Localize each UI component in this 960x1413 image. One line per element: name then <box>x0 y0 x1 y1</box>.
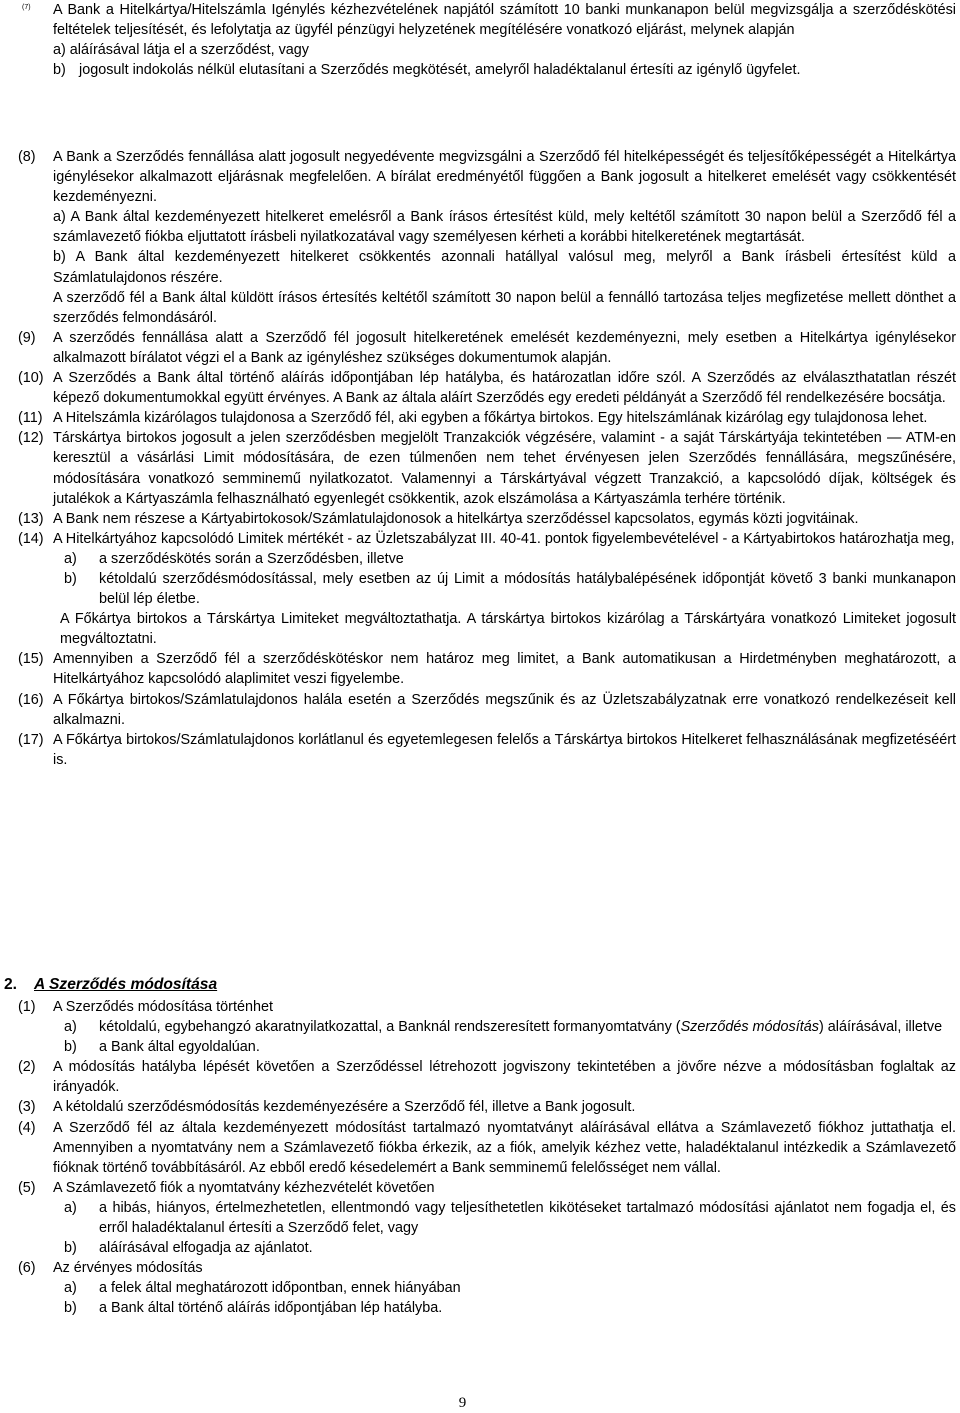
item-number: (16) <box>18 691 44 708</box>
sub-label: a) <box>64 1019 77 1036</box>
heading-number: 2. <box>4 976 18 993</box>
heading-text: A Szerződés módosítása <box>34 976 218 993</box>
item-14 <box>0 529 956 549</box>
item-number: (4) <box>18 1119 36 1136</box>
sub-label: b) <box>53 62 66 79</box>
item-14-sub-b <box>0 569 956 609</box>
sub-text: a szerződéskötés során a Szerződésben, illetve <box>99 550 404 567</box>
sub-text: kétoldalú, egybehangzó akaratnyilatkozattal, a Banknál rendszeresített formanyomtatvány ( <box>99 1019 681 1036</box>
item-17 <box>0 730 956 770</box>
sub-text: a felek által meghatározott időpontban, ennek hiányában <box>99 1280 461 1297</box>
s2-item-4 <box>0 1118 956 1178</box>
item-text: A Szerződés a Bank által történő aláírás időpontjában lép hatályba, és határozatlan időre szól. A Szerződés az elválaszthatatlan részét képező dokumentumokkal együtt érvényes. A Bank az általa aláírt Szerződés egy eredeti példányát a Szerződő fél rendelkezésére bocsátja. <box>53 370 956 407</box>
item-number: (3) <box>18 1099 36 1116</box>
item-8-para-c <box>0 288 956 328</box>
item-number: (12) <box>18 430 44 447</box>
s2-item-5-sub-a <box>0 1198 956 1238</box>
paragraph <box>0 0 956 40</box>
item-14-tail <box>0 609 956 649</box>
item-8-para-a <box>0 207 956 247</box>
item-16 <box>0 690 956 730</box>
item-number: (15) <box>18 651 44 668</box>
item-12 <box>0 428 956 508</box>
item-7 <box>0 0 956 80</box>
sub-item-a <box>0 40 956 60</box>
sub-text: a Bank által egyoldalúan. <box>99 1039 260 1056</box>
s2-item-5-sub-b <box>0 1238 956 1258</box>
sub-text: ) aláírásával, illetve <box>818 1019 943 1036</box>
item-text: Társkártya birtokos jogosult a jelen szerződésben megjelölt Tranzakciók végzésére, valamint - a saját Társkártyája tekintetében — ATM-en keresztül a vásárlási Limit módosítására, de ezen túlmenően nem tehet érvényesen jelen Szerződés fennállására, megszűnésére, módosítására vonatkozó semminemű nyilatkozatot. Valamennyi a Társkártyával végzett Tranzakció, a kapcsolódó díjak, költségek és jutalékok a Kártyaszámla felhasználható egyenlegét csökkentik, azok elszámolása a Kártyaszámla terhére történik. <box>53 430 956 507</box>
sub-label: a) <box>64 1199 77 1216</box>
item-number: (11) <box>18 410 43 427</box>
item-13 <box>0 509 956 529</box>
sub-label: a) <box>64 1280 77 1297</box>
item-text: A Bank nem részese a Kártyabirtokosok/Számlatulajdonosok a hitelkártya szerződéssel kapcsolatos, egymás közti jogvitáinak. <box>53 510 859 527</box>
item-text: A Szerződő fél az általa kezdeményezett módosítást tartalmazó nyomtatványt aláírásával ellátva a Számlavezető fiókhoz juttathatja el. Amennyiben a nyomtatvány nem a Számlavezető fiókba érkezik, az a fiók, amelyik kézhez vette, haladéktalanul intézkedik a Számlavezető fióknak történő továbbításáról. Az ebből eredő késedelemért a Bank semminemű felelősséget nem vállal. <box>53 1119 956 1176</box>
item-number: (14) <box>18 530 44 547</box>
sub-label: a) <box>64 550 77 567</box>
item-11 <box>0 408 956 428</box>
s2-item-6 <box>0 1258 956 1278</box>
s2-item-1-sub-a <box>0 1017 956 1037</box>
para-text: A szerződő fél a Bank által küldött írásos értesítés keltétől számított 30 napon belül a fennálló tartozása teljes megfizetése mellett dönthet a szerződés felmondásáról. <box>53 289 956 326</box>
para-text: a) A Bank által kezdeményezett hitelkeret emelésről a Bank írásos értesítést küld, mely keltétől számított 30 napon belül a Szerződő fél a számlavezető fiókba eljuttatott írásbeli nyilatkozatával vagy személyesen kérheti a korábbi hitelkeretének megtartását. <box>53 209 956 246</box>
item-text: A Hitelkártyához kapcsolódó Limitek mértékét - az Üzletszabályzat III. 40-41. pontok figyelembevételével - a Kártyabirtokos határozhatja meg, <box>53 530 955 547</box>
section-2-heading <box>4 975 217 995</box>
sub-label: b) <box>64 1039 77 1056</box>
item-text: Az érvényes módosítás <box>53 1260 203 1277</box>
item-number: (17) <box>18 731 44 748</box>
item-9 <box>0 328 956 368</box>
item-text: A szerződés fennállása alatt a Szerződő fél jogosult hitelkeretének emelését kezdeményezni, mely esetben a Hitelkártya igénylésekor alkalmazott bírálatot végzi el a Bank az igényléshez szükséges dokumentumok alapján. <box>53 329 956 366</box>
sub-item-b <box>0 60 956 80</box>
sub-text: jogosult indokolás nélkül elutasítani a Szerződés megkötését, amelyről haladéktalanul értesíti az igénylő ügyfelet. <box>79 62 801 79</box>
sub-text: aláírásával elfogadja az ajánlatot. <box>99 1240 313 1257</box>
item-text: A Bank a Szerződés fennállása alatt jogosult negyedévente megvizsgálni a Szerződő fél hitelképességét és teljesítőképességét a Hitelkártya igénylésekor alkalmazott eljárásnak megfelelően. A bírálat eredményétől függően a Bank jogosult a hitelkeret emelését vagy csökkentését kezdeményezni. <box>53 149 956 206</box>
item-number: (8) <box>18 149 36 165</box>
s2-item-6-sub-a <box>0 1278 956 1298</box>
s2-item-2 <box>0 1057 956 1097</box>
item-text: A Számlavezető fiók a nyomtatvány kézhezvételét követően <box>53 1179 435 1196</box>
page-number: 9 <box>458 1395 467 1411</box>
s2-item-1 <box>0 997 956 1017</box>
s2-item-6-sub-b <box>0 1298 956 1318</box>
item-number: (13) <box>18 510 44 527</box>
item-15 <box>0 649 956 689</box>
sub-label: b) <box>64 570 77 587</box>
item-14-sub-a <box>0 549 956 569</box>
item-number: (1) <box>18 999 36 1015</box>
item-number: (10) <box>18 370 44 387</box>
para-text: A Főkártya birtokos a Társkártya Limiteket megváltoztathatja. A társkártya birtokos kizárólag a Társkártyára vonatkozó Limiteket jogosult megváltoztatni. <box>60 611 956 648</box>
sub-text: a) aláírásával látja el a szerződést, vagy <box>53 42 309 59</box>
item-number: (7) <box>22 4 31 11</box>
item-10 <box>0 368 956 408</box>
s2-item-3 <box>0 1097 956 1117</box>
s2-item-5 <box>0 1178 956 1198</box>
s2-item-1-sub-b <box>0 1037 956 1057</box>
sub-label: b) <box>64 1300 77 1317</box>
sub-text-italic: Szerződés módosítás <box>680 1019 819 1036</box>
sub-text: kétoldalú szerződésmódosítással, mely esetben az új Limit a módosítás hatálybalépésének időpontját követő 3 banki munkanapon belül lép életbe. <box>99 570 956 608</box>
item-number: (2) <box>18 1059 36 1076</box>
item-text: A Főkártya birtokos/Számlatulajdonos korlátlanul és egyetemlegesen felelős a Társkártya birtokos Hitelkeret felhasználásának megfizetéséért is. <box>53 731 956 768</box>
item-text: A Hitelszámla kizárólagos tulajdonosa a Szerződő fél, aki egyben a főkártya birtokos. Egy hitelszámlának kizárólag egy tulajdonosa lehet. <box>53 410 928 427</box>
item-number: (5) <box>18 1179 36 1196</box>
section-1-list <box>0 147 956 770</box>
section-2-list <box>0 997 956 1319</box>
sub-text: a hibás, hiányos, értelmezhetetlen, ellentmondó vagy teljesíthetetlen kikötéseket tartalmazó módosítási ajánlatot nem fogadja el, és erről haladéktalanul értesíti a Szerződő felet, vagy <box>99 1199 956 1237</box>
item-text: A módosítás hatályba lépését követően a Szerződéssel létrehozott jogviszony tekintetében a jövőre nézve a módosításban foglaltak az irányadók. <box>53 1059 956 1096</box>
item-text: Amennyiben a Szerződő fél a szerződéskötéskor nem határoz meg limitet, a Bank automatikusan a Hirdetményben meghatározott, a Hitelkártyához kapcsolódó alaplimitet veszi figyelembe. <box>53 651 956 688</box>
sub-label: b) <box>64 1240 77 1257</box>
item-number: (9) <box>18 329 36 346</box>
item-text: A kétoldalú szerződésmódosítás kezdeményezésére a Szerződő fél, illetve a Bank jogosult. <box>53 1099 636 1116</box>
sub-text: a Bank által történő aláírás időpontjában lép hatályba. <box>99 1300 443 1317</box>
item-8 <box>0 147 956 207</box>
item-text: A Főkártya birtokos/Számlatulajdonos halála esetén a Szerződés megszűnik és az Üzletszabályzatnak erre vonatkozó rendelkezéseit kell alkalmazni. <box>53 691 956 728</box>
item-text: A Szerződés módosítása történhet <box>53 999 273 1015</box>
item-number: (6) <box>18 1260 36 1277</box>
item-text: A Bank a Hitelkártya/Hitelszámla Igénylés kézhezvételének napjától számított 10 banki munkanapon belül megvizsgálja a szerződéskötési feltételek teljesítését, és lefolytatja az ügyfél pénzügyi helyzetének megítélésére vonatkozó eljárást, melynek alapján <box>53 2 956 39</box>
para-text: b) A Bank által kezdeményezett hitelkeret csökkentés azonnali hatállyal valósul meg, melyről a Bank írásbeli értesítést küld a Számlatulajdonos részére. <box>53 249 956 286</box>
item-8-para-b <box>0 247 956 287</box>
